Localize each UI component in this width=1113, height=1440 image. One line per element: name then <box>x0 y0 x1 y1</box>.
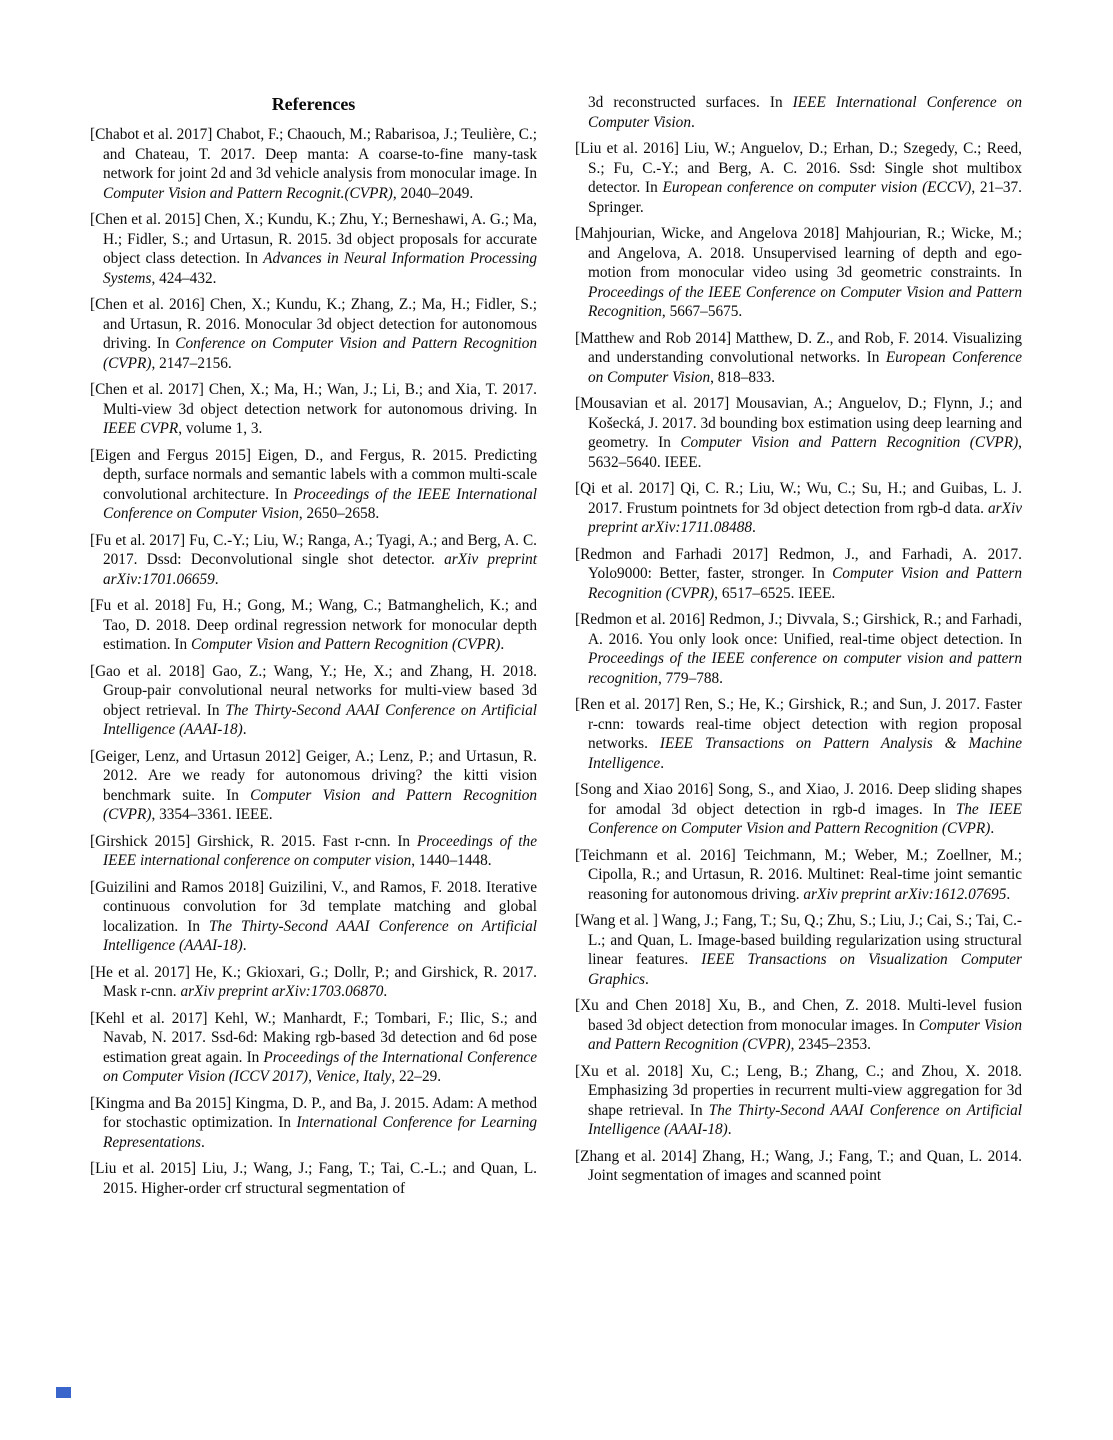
reference-text: Fu, C.-Y.; Liu, W.; Ranga, A.; Tyagi, A.; and Berg, A. C. 2017. Dssd: Deconvolutional single shot detector. <box>103 531 537 568</box>
reference-label: [Qi et al. 2017] <box>575 480 681 497</box>
reference-text: . <box>214 570 219 588</box>
reference-text: Mahjourian, R.; Wicke, M.; and Angelova, A. 2018. Unsupervised learning of depth and ego-motion from monocular video using 3d geometric constraints. In <box>588 225 1022 281</box>
reference-text: , 424–432. <box>151 269 217 287</box>
reference-text: . <box>990 820 995 837</box>
reference-entry <box>90 963 537 1002</box>
reference-text: Xu, C.; Leng, B.; Zhang, C.; and Zhou, X. 2018. Emphasizing 3d properties in recurrent multi-view aggregation for 3d shape retrieval. In <box>588 1062 1022 1119</box>
reference-text: . <box>660 754 665 772</box>
reference-text: Eigen, D., and Fergus, R. 2015. Predicting depth, surface normals and semantic labels with a common multi-scale convolutional architecture. In <box>103 446 537 503</box>
reference-text: , 779–788. <box>657 669 723 687</box>
reference-text: Matthew, D. Z., and Rob, F. 2014. Visualizing and understanding convolutional networks. In <box>588 329 1022 366</box>
reference-entry <box>90 125 537 203</box>
reference-entry <box>90 747 537 825</box>
reference-text: , 6517–6525. IEEE. <box>714 584 836 602</box>
reference-entry <box>90 210 537 288</box>
reference-entry <box>90 531 537 590</box>
reference-label: [Chen et al. 2015] <box>90 211 205 228</box>
reference-text: Chen, X.; Ma, H.; Wan, J.; Li, B.; and Xia, T. 2017. Multi-view 3d object detection network for autonomous driving. In <box>103 381 537 418</box>
reference-label: [Liu et al. 2016] <box>575 140 685 157</box>
reference-text: , 3354–3361. IEEE. <box>151 806 273 823</box>
reference-venue: Conference on Computer Vision and Pattern Recognition (CVPR) <box>103 335 538 372</box>
reference-label: [Matthew and Rob 2014] <box>575 329 736 347</box>
reference-text: Girshick, R. 2015. Fast r-cnn. In <box>197 832 417 850</box>
reference-text: . <box>690 113 695 131</box>
reference-text: . <box>242 721 247 738</box>
reference-label: [Redmon and Farhadi 2017] <box>575 545 779 563</box>
reference-entry <box>90 596 537 655</box>
reference-entry <box>575 545 1022 604</box>
reference-label: [Teichmann et al. 2016] <box>575 846 745 864</box>
reference-label: [Geiger, Lenz, and Urtasun 2012] <box>90 747 306 765</box>
reference-text: Geiger, A.; Lenz, P.; and Urtasun, R. 2012. Are we ready for autonomous driving? the kitti vision benchmark suite. In <box>103 747 538 804</box>
reference-text: . <box>383 983 388 1000</box>
reference-text: . <box>727 1121 732 1138</box>
reference-entry <box>90 1009 537 1087</box>
reference-text: Xu, B., and Chen, Z. 2018. Multi-level fusion based 3d object detection from monocular images. In <box>588 997 1022 1034</box>
reference-venue: IEEE Transactions on Pattern Analysis & Machine Intelligence <box>588 735 1022 772</box>
reference-text: Mousavian, A.; Anguelov, D.; Flynn, J.; and Košecká, J. 2017. 3d bounding box estimation using deep learning and geometry. In <box>588 395 1022 451</box>
reference-text: , 22–29. <box>391 1068 442 1085</box>
reference-text: Guizilini, V., and Ramos, F. 2018. Iterative continuous convolution for 3d template matching and global localization. In <box>103 878 537 935</box>
reference-text: Song, S., and Xiao, J. 2016. Deep sliding shapes for amodal 3d object detection in rgb-d images. In <box>588 781 1022 818</box>
reference-venue: Proceedings of the IEEE International Conference on Computer Vision <box>103 485 537 522</box>
reference-entry <box>575 780 1022 839</box>
reference-text: . <box>644 970 649 988</box>
reference-venue: Computer Vision and Pattern Recognition (CVPR) <box>588 1016 1022 1053</box>
reference-entry <box>575 394 1022 472</box>
references-list-right <box>575 93 1022 1186</box>
reference-entry <box>575 1147 1022 1186</box>
reference-entry <box>90 446 537 524</box>
reference-venue: IEEE Transactions on Visualization Computer Graphics <box>588 951 1022 988</box>
reference-text: Ren, S.; He, K.; Girshick, R.; and Sun, J. 2017. Faster r-cnn: towards real-time object detection with region proposal networks. <box>588 696 1022 752</box>
page-corner-mark <box>56 1387 71 1398</box>
reference-label: [Kehl et al. 2017] <box>90 1009 215 1027</box>
reference-venue: The IEEE Conference on Computer Vision and Pattern Recognition (CVPR) <box>588 800 1022 837</box>
reference-venue: International Conference for Learning Representations <box>103 1114 538 1151</box>
reference-venue: Proceedings of the IEEE Conference on Computer Vision and Pattern Recognition <box>588 283 1022 320</box>
reference-venue: The Thirty-Second AAAI Conference on Artificial Intelligence (AAAI-18) <box>103 917 537 954</box>
reference-venue: The Thirty-Second AAAI Conference on Artificial Intelligence (AAAI-18) <box>588 1101 1023 1138</box>
reference-entry <box>575 139 1022 217</box>
reference-venue: Computer Vision and Pattern Recognition (CVPR) <box>680 434 1019 451</box>
reference-entry <box>90 832 537 871</box>
reference-entry <box>575 224 1022 322</box>
reference-entry <box>575 695 1022 773</box>
reference-text: , 1440–1448. <box>411 852 492 869</box>
reference-text: Redmon, J., and Farhadi, A. 2017. Yolo9000: Better, faster, stronger. In <box>588 545 1022 582</box>
references-column-left <box>90 93 537 1205</box>
reference-label: [Fu et al. 2018] <box>90 597 197 614</box>
reference-label: [Chabot et al. 2017] <box>90 126 217 143</box>
reference-label: [Zhang et al. 2014] <box>575 1147 703 1165</box>
reference-venue: Computer Vision and Pattern Recognition (CVPR) <box>588 565 1022 602</box>
reference-venue: IEEE CVPR <box>103 420 179 437</box>
reference-continuation <box>575 93 1022 132</box>
reference-text: . <box>500 636 505 653</box>
reference-text: Gao, Z.; Wang, Y.; He, X.; and Zhang, H. 2018. Group-pair convolutional neural networks for multi-view based 3d object retrieval. In <box>103 662 537 719</box>
reference-venue: Advances in Neural Information Processing Systems <box>103 250 537 287</box>
reference-text: Kingma, D. P., and Ba, J. 2015. Adam: A method for stochastic optimization. In <box>103 1094 537 1131</box>
reference-label: [Ren et al. 2017] <box>575 696 685 713</box>
reference-venue: arXiv preprint arXiv:1612.07695 <box>803 885 1007 903</box>
reference-text: , 2650–2658. <box>298 505 380 522</box>
reference-text: Zhang, H.; Wang, J.; Fang, T.; and Quan, L. 2014. Joint segmentation of images and scanned point <box>588 1147 1023 1184</box>
reference-label: [Mousavian et al. 2017] <box>575 395 736 412</box>
reference-label: [Girshick 2015] <box>90 832 198 850</box>
reference-text: Chabot, F.; Chaouch, M.; Rabarisoa, J.; Teulière, C.; and Chateau, T. 2017. Deep manta: A coarse-to-fine many-task network for joint 2d and 3d vehicle analysis from monocular image. In <box>103 126 537 182</box>
reference-text: , 2040–2049. <box>392 184 474 202</box>
reference-text: Chen, X.; Kundu, K.; Zhang, Z.; Ma, H.; Fidler, S.; and Urtasun, R. 2016. Monocular 3d object detection for autonomous driving. In <box>103 296 537 352</box>
reference-label: [Fu et al. 2017] <box>90 531 190 549</box>
reference-text: Fu, H.; Gong, M.; Wang, C.; Batmanghelich, K.; and Tao, D. 2018. Deep ordinal regression network for monocular depth estimation. In <box>103 597 538 653</box>
reference-text: , 21–37. Springer. <box>588 179 1022 216</box>
reference-venue: European Conference on Computer Vision <box>588 349 1022 386</box>
reference-text: , 2147–2156. <box>151 354 232 372</box>
reference-label: [Chen et al. 2017] <box>90 381 209 398</box>
reference-venue: Proceedings of the International Conference on Computer Vision (ICCV 2017), Venice, Italy <box>103 1048 537 1085</box>
reference-venue: IEEE International Conference on Computer Vision <box>588 94 1022 131</box>
reference-entry <box>575 996 1022 1055</box>
reference-label: [Chen et al. 2016] <box>90 296 210 313</box>
reference-text: Teichmann, M.; Weber, M.; Zoellner, M.; Cipolla, R.; and Urtasun, R. 2016. Multinet: Real-time joint semantic reasoning for autonomous driving. <box>588 846 1022 903</box>
reference-text: . <box>201 1133 205 1151</box>
reference-entry <box>575 911 1022 989</box>
reference-entry <box>90 295 537 373</box>
reference-label: [Kingma and Ba 2015] <box>90 1094 236 1112</box>
reference-venue: Computer Vision and Pattern Recognition (CVPR) <box>190 636 501 653</box>
reference-label: [Guizilini and Ramos 2018] <box>90 878 269 896</box>
reference-entry <box>90 662 537 740</box>
reference-label: [Redmon et al. 2016] <box>575 611 709 628</box>
reference-text: , volume 1, 3. <box>178 420 263 437</box>
reference-text: , 2345–2353. <box>790 1036 871 1053</box>
reference-text: , 5632–5640. IEEE. <box>588 434 1022 471</box>
reference-text: Qi, C. R.; Liu, W.; Wu, C.; Su, H.; and Guibas, L. J. 2017. Frustum pointnets for 3d object detection from rgb-d data. <box>588 480 1023 517</box>
reference-label: [Liu et al. 2015] <box>90 1160 203 1177</box>
reference-venue: arXiv preprint arXiv:1703.06870 <box>180 983 384 1000</box>
reference-text: Liu, W.; Anguelov, D.; Erhan, D.; Szegedy, C.; Reed, S.; Fu, C.-Y.; and Berg, A. C. 2016. Ssd: Single shot multibox detector. In <box>588 140 1022 196</box>
reference-text: , 818–833. <box>710 368 776 386</box>
reference-label: [Gao et al. 2018] <box>90 662 213 680</box>
reference-text: , 5667–5675. <box>661 303 743 320</box>
reference-entry <box>575 610 1022 688</box>
reference-entry <box>575 329 1022 388</box>
reference-label: [Wang et al. ] <box>575 912 662 929</box>
reference-label: [Song and Xiao 2016] <box>575 781 719 798</box>
reference-entry <box>90 1159 537 1198</box>
reference-entry <box>575 1062 1022 1140</box>
references-list-left <box>90 125 537 1198</box>
references-heading: References <box>271 94 356 114</box>
reference-text: . <box>1006 885 1011 903</box>
reference-text: Kehl, W.; Manhardt, F.; Tombari, F.; Ilic, S.; and Navab, N. 2017. Ssd-6d: Making rgb-based 3d detection and 6d pose estimation great again. In <box>103 1009 537 1066</box>
reference-text: Chen, X.; Kundu, K.; Zhu, Y.; Berneshawi, A. G.; Ma, H.; Fidler, S.; and Urtasun, R. 2015. 3d object proposals for accurate object class detection. In <box>103 211 537 267</box>
reference-text: He, K.; Gkioxari, G.; Dollr, P.; and Girshick, R. 2017. Mask r-cnn. <box>103 963 537 1000</box>
reference-text: 3d reconstructed surfaces. In <box>588 94 793 111</box>
references-columns <box>90 93 1022 1205</box>
reference-entry <box>90 878 537 956</box>
reference-entry <box>90 380 537 439</box>
reference-text: . <box>752 519 756 536</box>
reference-venue: Proceedings of the IEEE international conference on computer vision <box>103 832 537 869</box>
reference-label: [Xu and Chen 2018] <box>575 997 718 1014</box>
reference-entry <box>575 479 1022 538</box>
reference-venue: Computer Vision and Pattern Recognition (CVPR) <box>103 786 537 823</box>
reference-entry <box>90 1094 537 1153</box>
reference-venue: The Thirty-Second AAAI Conference on Artificial Intelligence (AAAI-18) <box>103 701 537 738</box>
reference-venue: Proceedings of the IEEE conference on computer vision and pattern recognition <box>588 650 1022 687</box>
reference-venue: arXiv preprint arXiv:1701.06659 <box>103 551 537 588</box>
reference-label: [Xu et al. 2018] <box>575 1062 691 1080</box>
reference-text: Redmon, J.; Divvala, S.; Girshick, R.; and Farhadi, A. 2016. You only look once: Unified, real-time object detection. In <box>588 611 1022 648</box>
reference-label: [Eigen and Fergus 2015] <box>90 446 259 464</box>
references-column-right <box>575 93 1022 1205</box>
reference-text: Wang, J.; Fang, T.; Su, Q.; Zhu, S.; Liu, J.; Cai, S.; Tai, C.-L.; and Quan, L. Image-based building regularization using structural linear features. <box>588 912 1022 968</box>
reference-entry <box>575 846 1022 905</box>
reference-text: Liu, J.; Wang, J.; Fang, T.; Tai, C.-L.; and Quan, L. 2015. Higher-order crf structural segmentation of <box>103 1160 537 1197</box>
reference-venue: arXiv preprint arXiv:1711.08488 <box>588 499 1022 536</box>
reference-text: . <box>242 937 247 954</box>
reference-label: [He et al. 2017] <box>90 963 196 981</box>
reference-venue: Computer Vision and Pattern Recognit.(CVPR) <box>103 184 393 202</box>
reference-label: [Mahjourian, Wicke, and Angelova 2018] <box>575 225 846 242</box>
reference-venue: European conference on computer vision (ECCV) <box>662 179 972 196</box>
